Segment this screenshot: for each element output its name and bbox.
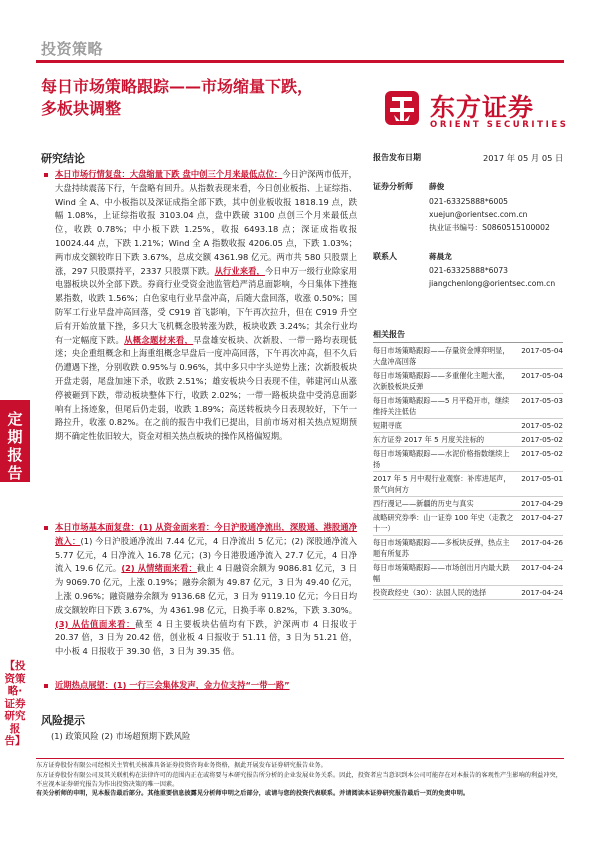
risk-text: (1) 政策风险 (2) 市场超预期下跌风险 xyxy=(51,731,191,741)
highlight-concept: 从概念题材来看， xyxy=(124,334,194,345)
related-report-item[interactable] xyxy=(373,512,563,534)
related-report-title: 东方证券 2017 年 5 月度关注标的 xyxy=(373,435,485,444)
related-report-date: 2017-04-24 xyxy=(521,588,563,597)
report-series-vertical: 【投资策略·证券研究报告】 xyxy=(4,660,26,747)
logo-mark-icon xyxy=(382,88,422,128)
highlight-market-review: 本日市场行情复盘：大盘缩量下跌 盘中创三个月来最低点位： xyxy=(55,169,283,179)
analyst-phone: 021-63325888*6005 xyxy=(429,197,509,206)
related-report-item[interactable] xyxy=(373,537,563,559)
disclaimer-divider xyxy=(36,758,564,759)
related-report-title: 每日市场策略跟踪——5 月平稳开市，继续维持关注低估 xyxy=(373,396,510,416)
related-separator xyxy=(373,418,563,419)
related-report-date: 2017-04-26 xyxy=(521,538,563,547)
related-report-date: 2017-05-01 xyxy=(521,474,563,483)
related-report-item[interactable] xyxy=(373,562,563,584)
report-type-vertical: 定期报告 xyxy=(7,410,23,482)
related-report-item[interactable] xyxy=(373,473,563,495)
highlight-fundamentals: 本日市场基本面复盘： xyxy=(55,522,140,532)
contact-phone: 021-63325888*6073 xyxy=(429,266,509,275)
related-separator xyxy=(373,446,563,447)
logo-english-name: ORIENT SECURITIES xyxy=(430,120,569,130)
related-report-item[interactable] xyxy=(373,420,563,431)
related-separator xyxy=(373,535,563,536)
contact-name: 蒋晨龙 xyxy=(429,252,452,261)
related-report-title: 2017 年 5 月中观行业观察：补库进尾声，景气向何方 xyxy=(373,474,511,494)
related-report-title: 每日市场策略跟踪——市场创出月内最大跌幅 xyxy=(373,563,510,583)
bullet-marker xyxy=(44,684,48,688)
analyst-email[interactable]: xuejun@orientsec.com.cn xyxy=(429,210,528,219)
related-report-title: 每日市场策略跟踪——水泥价格指数继续上扬 xyxy=(373,449,510,469)
contact-label: 联系人 xyxy=(373,252,397,261)
related-separator xyxy=(373,560,563,561)
logo-chinese-name: 东方证券 xyxy=(430,93,535,122)
related-report-date: 2017-05-02 xyxy=(521,421,563,430)
related-report-title: 每日市场策略跟踪——多板块反弹，热点主题有所复苏 xyxy=(373,538,510,558)
related-separator xyxy=(373,585,563,586)
report-title-line1: 每日市场策略跟踪——市场缩量下跌， xyxy=(41,77,314,96)
paragraph-outlook xyxy=(55,679,357,693)
related-report-item[interactable] xyxy=(373,587,563,598)
paragraph-fundamentals: 本日市场基本面复盘：(1) 从资金面来看：今日沪股通净流出，深股通、港股通净流入：(1) 今日沪股通净流出 7.44 亿元，4 日净流出 5 亿元；(2) 深股通净流入 5.77 亿元，4 日净流入 16.78 亿元；(3) 今日港股通净流入 27.7 亿元，4 日净流入 19.6 亿元。(2) 从情绪面来看：截止 4 日融资余额为 9086.81 亿元，3 日为 9069.70 亿元，上涨 0.19%；融券余额为 49.87 亿元，3 日为 49.40 亿元，上涨 0.96%；融资融券余额为 9136.68 亿元，3 日为 9119.10 亿元；今日日均成交额较昨日下跌 3.67%，为 4361.98 亿元，日换手率 0.82%，下跌 3.30%。(3) 从估值面来看：截至 4 日主要板块估值均有下跌，沪深两市 4 日报收于 20.37 倍，3 日为 20.42 倍，创业板 4 日报收于 51.11 倍，3 日为 51.21 倍，中小板 4 日报收于 39.30 倍，3 日为 39.35 倍。 xyxy=(55,522,358,657)
related-report-title: 投资政经史（30）：法国人民的选择 xyxy=(373,588,487,597)
related-separator xyxy=(373,471,563,472)
related-separator xyxy=(373,368,563,369)
analyst-cert: 执业证书编号：S0860515100002 xyxy=(429,223,550,232)
related-report-item[interactable] xyxy=(373,448,563,470)
related-report-item[interactable] xyxy=(373,434,563,445)
related-report-date: 2017-04-27 xyxy=(521,513,563,522)
related-separator xyxy=(373,432,563,433)
related-report-title: 西行漫记——新疆的历史与真实 xyxy=(373,499,474,508)
related-report-item[interactable] xyxy=(373,498,563,509)
report-title-line2: 多板块调整 xyxy=(41,99,122,118)
header-divider xyxy=(36,60,564,63)
bullet-marker xyxy=(44,173,48,177)
related-divider xyxy=(373,342,563,343)
disclaimer-line-bold: 有关分析师的申明，见本报告最后部分。其他重要信息披露见分析师申明之后部分，或请与您的投资代表联系。并请阅读本证券研究报告最后一页的免责申明。 xyxy=(36,790,470,797)
related-report-date: 2017-04-24 xyxy=(521,563,563,572)
disclaimer-line: 东方证券股份有限公司及其关联机构在法律许可的范围内正在或将要与本研究报告所分析的企业发展业务关系。因此，投资者应当意识到本公司可能存在对本报告的客观性产生影响的利益冲突，不应视本证券研究报告为作出投资决策的唯一因素。 xyxy=(36,772,562,788)
related-separator xyxy=(373,599,563,600)
related-report-date: 2017-04-29 xyxy=(521,499,563,508)
disclaimer-line: 东方证券股份有限公司经相关主管机关核准具备证券投资咨询业务资格，据此开展发布证券研究报告业务。 xyxy=(36,762,327,769)
publish-date-value: 2017 年 05 月 05 日 xyxy=(483,153,564,163)
header-category: 投资策略 xyxy=(41,40,104,58)
related-separator xyxy=(373,510,563,511)
related-report-title: 每日市场策略跟踪——多重催化主题大涨，次新股板块反弹 xyxy=(373,371,510,391)
company-logo xyxy=(382,88,569,136)
related-report-title: 短期寻底 xyxy=(373,421,402,430)
highlight-industry: 从行业来看， xyxy=(214,265,265,276)
contact-email[interactable]: jiangchenlong@orientsec.com.cn xyxy=(429,279,556,288)
bullet-marker xyxy=(44,526,48,530)
related-separator xyxy=(373,393,563,394)
related-report-item[interactable] xyxy=(373,370,563,392)
section-title-risk: 风险提示 xyxy=(41,714,85,727)
related-report-item[interactable] xyxy=(373,345,563,367)
related-report-date: 2017-05-04 xyxy=(521,371,563,380)
section-title-research: 研究结论 xyxy=(41,152,85,165)
related-report-date: 2017-05-04 xyxy=(521,346,563,355)
analyst-name: 薛俊 xyxy=(429,182,445,191)
related-report-date: 2017-05-03 xyxy=(521,396,563,405)
related-report-title: 每日市场策略跟踪——存量资金博弈明显，大盘冲高回落 xyxy=(373,346,510,366)
related-report-title: 战略研究券季：山一证券 100 年史（走教之十一） xyxy=(373,513,514,533)
related-reports-title: 相关报告 xyxy=(373,330,405,339)
related-separator xyxy=(373,496,563,497)
paragraph-market-review: 本日市场行情复盘：大盘缩量下跌 盘中创三个月来最低点位：今日沪深两市低开，大盘持续震荡下行，午盘略有回升。从指数表现来看，今日创业板指、上证综指、Wind 全 A、中小板指以及深证成指全部下跌，其中创业板收报 1818.19 点，跌幅 1.08%，上证综指收报 3103.04 点，盘中跌破 3100 点创三个月来最低点位，收跌 0.78%；中小板下跌 1.25%，收报 6493.18 点；深证成指收报 10024.44 点，下跌 1.21%；Wind 全 A 指数收报 4206.05 点，下跌 1.03%；两市成交额较昨日下跌 3.67%，总成交额 4361.98 亿元。两市共 580 只股票上涨，297 只股票持平，2337 只股票下跌。从行业来看，今日申万一级行业除家用电器板块以外全部下跌。券商行业受资金池监管趋严消息面影响，今日集体下挫拖累指数，收跌 1.56%；白色家电行业早盘冲高，后随大盘回落，收涨 0.50%；国防军工行业早盘冲高回落，受 C919 首飞影响，下午再次拉升，但在 C919 升空后有开始放量下挫，多只大飞机概念股转涨为跌，板块收跌 3.24%；其余行业均有一定幅度下跌。从概念题材来看，早盘雄安板块、次新股、一带一路均表现低迷；央企重组概念和上海重组概念早盘后一度冲高回落，下午再次冲高，但不久后仍遭遇下挫，分别收跌 0.95%与 0.96%，其中多只中字头逆势上涨；次新股板块开盘走弱，尾盘加速下杀，收跌 2.51%；雄安板块今日表现不佳，韩建河山从涨停被砸到下跌，带动板块整体下行，收跌 2.02%；一带一路板块盘中受消息面影响有上扬迹象，但尾后仍走弱，收跌 1.89%；高送转板块今日表现较好，下午一路拉升，收涨 0.82%。在之前的报告中我们已提出，目前市场对相关热点短期预期不确定性依旧较大，资金对相关热点板块的操作风格偏短期。 xyxy=(55,169,357,442)
related-report-item[interactable] xyxy=(373,395,563,417)
related-report-date: 2017-05-02 xyxy=(521,449,563,458)
analyst-label: 证券分析师 xyxy=(373,182,413,191)
report-title xyxy=(41,76,361,120)
publish-date-label: 报告发布日期 xyxy=(373,153,421,162)
highlight-outlook: 近期热点展望：(1) 一行三会集体发声，金力位支持“一带一路” xyxy=(55,680,290,690)
related-report-date: 2017-05-02 xyxy=(521,435,563,444)
